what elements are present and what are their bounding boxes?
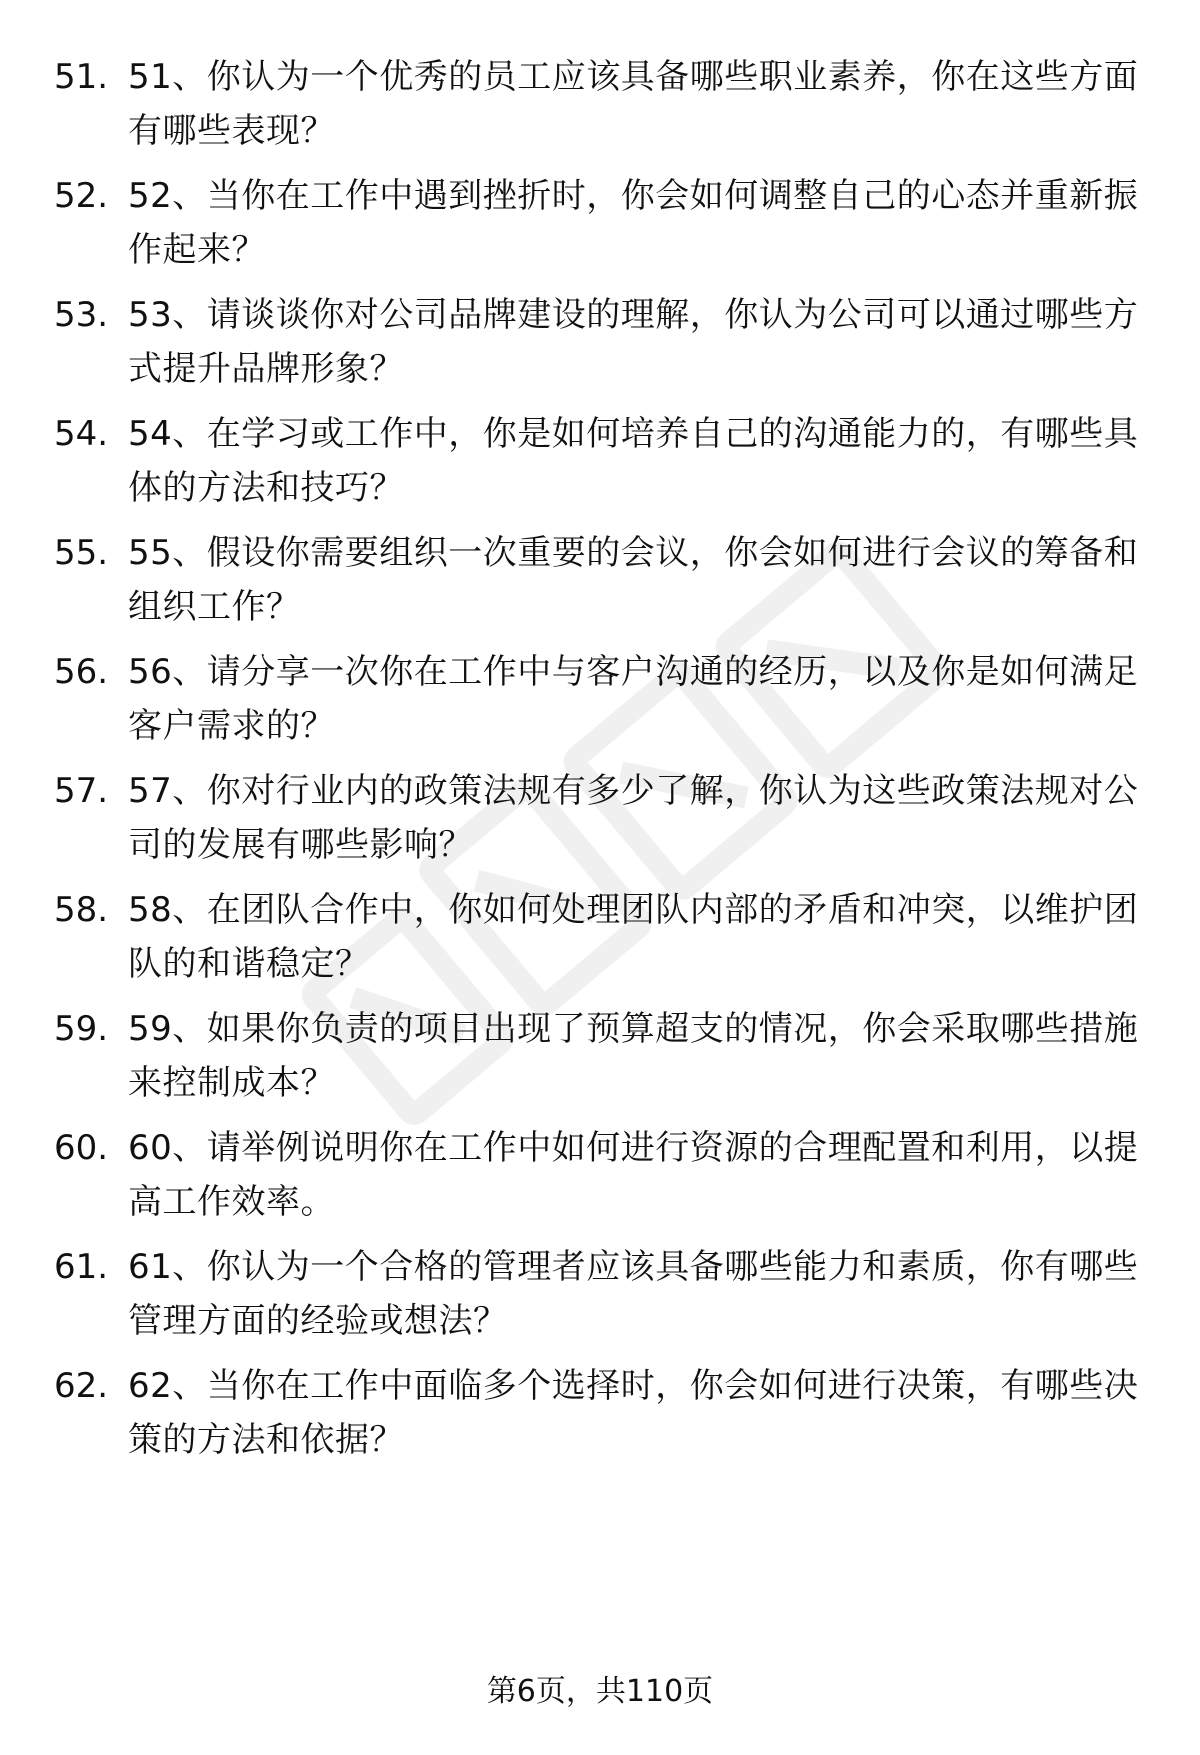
list-number: 51. [54, 57, 109, 97]
question-text: 59、如果你负责的项目出现了预算超支的情况，你会采取哪些措施来控制成本？ [128, 1009, 1139, 1103]
question-text: 52、当你在工作中遇到挫折时，你会如何调整自己的心态并重新振作起来？ [128, 176, 1139, 270]
list-number: 56. [54, 652, 109, 692]
list-item [0, 1002, 1200, 1122]
list-item [0, 645, 1200, 765]
list-item [0, 764, 1200, 884]
question-text: 62、当你在工作中面临多个选择时，你会如何进行决策，有哪些决策的方法和依据？ [128, 1366, 1139, 1460]
question-text: 56、请分享一次你在工作中与客户沟通的经历，以及你是如何满足客户需求的？ [128, 652, 1139, 746]
question-text: 55、假设你需要组织一次重要的会议，你会如何进行会议的筹备和组织工作？ [128, 533, 1139, 627]
list-number: 52. [54, 176, 109, 216]
list-item [0, 1359, 1200, 1479]
list-item [0, 50, 1200, 170]
list-item [0, 288, 1200, 408]
list-number: 55. [54, 533, 109, 573]
list-item [0, 883, 1200, 1003]
list-number: 59. [54, 1009, 109, 1049]
list-item [0, 407, 1200, 527]
question-text: 51、你认为一个优秀的员工应该具备哪些职业素养，你在这些方面有哪些表现？ [128, 57, 1139, 151]
list-item [0, 169, 1200, 289]
list-number: 58. [54, 890, 109, 930]
list-number: 62. [54, 1366, 109, 1406]
list-item [0, 526, 1200, 646]
list-item [0, 1240, 1200, 1360]
question-text: 57、你对行业内的政策法规有多少了解，你认为这些政策法规对公司的发展有哪些影响？ [128, 771, 1139, 865]
list-number: 53. [54, 295, 109, 335]
question-text: 54、在学习或工作中，你是如何培养自己的沟通能力的，有哪些具体的方法和技巧？ [128, 414, 1139, 508]
question-text: 60、请举例说明你在工作中如何进行资源的合理配置和利用，以提高工作效率。 [128, 1128, 1139, 1222]
list-number: 54. [54, 414, 109, 454]
list-item [0, 1121, 1200, 1241]
list-number: 57. [54, 771, 109, 811]
question-text: 61、你认为一个合格的管理者应该具备哪些能力和素质，你有哪些管理方面的经验或想法？ [128, 1247, 1139, 1341]
question-text: 58、在团队合作中，你如何处理团队内部的矛盾和冲突，以维护团队的和谐稳定？ [128, 890, 1139, 984]
question-text: 53、请谈谈你对公司品牌建设的理解，你认为公司可以通过哪些方式提升品牌形象？ [128, 295, 1139, 389]
list-number: 60. [54, 1128, 109, 1168]
page-footer: 第6页，共110页 [486, 1674, 714, 1709]
list-number: 61. [54, 1247, 109, 1287]
